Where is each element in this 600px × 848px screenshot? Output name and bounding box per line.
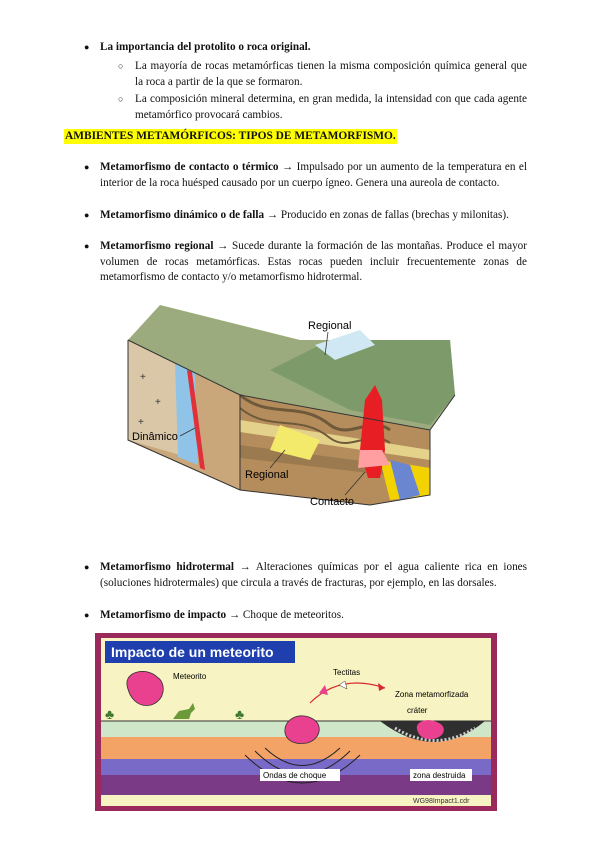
protolith-title: La importancia del protolito o roca original. [100, 41, 311, 53]
item-contact [100, 160, 527, 191]
granite-mark: + [140, 372, 146, 383]
label-contacto: Contacto [310, 496, 355, 508]
label-ondas: Ondas de choque [263, 771, 327, 780]
section-heading: AMBIENTES METAMÓRFICOS: TIPOS DE METAMORFISMO. [65, 130, 396, 142]
label-regional-bottom: Regional [245, 469, 289, 481]
figure-credit: WG98Impact1.cdr [413, 798, 470, 805]
label-zona-metamorfizada: Zona metamorfizada [395, 690, 469, 699]
bullet-dot: ● [84, 42, 90, 52]
bullet-dot: ● [84, 562, 90, 572]
label-zona-destruida: zona destruida [413, 771, 466, 780]
sub-bullet-circle: ○ [118, 61, 124, 71]
item-term: Metamorfismo dinámico o de falla [100, 209, 265, 221]
label-tectitas: Tectitas [333, 668, 361, 677]
label-crater: cráter [407, 706, 428, 715]
figure-title: Impacto de un meteorito [111, 644, 274, 660]
item-text: → Alteraciones químicas por el agua caliente rica en iones (soluciones hidrotermales) que circula a través de fracturas, por ejemplo, en las dorsales. [100, 561, 527, 589]
item-impact [100, 608, 527, 624]
item-term: Metamorfismo regional [100, 240, 214, 252]
bullet-dot: ● [84, 210, 90, 220]
item-text: → Impulsado por un aumento de la temperatura en el interior de la roca huésped causado por un cuerpo ígneo. Genera una aureola de contacto. [100, 161, 527, 189]
label-meteorito: Meteorito [173, 672, 207, 681]
item-hydrothermal [100, 560, 527, 591]
item-term: Metamorfismo de contacto o térmico [100, 161, 279, 173]
protolith-point-2: La composición mineral determina, en gran medida, la intensidad con que cada agente metamórfico provocará cambios. [135, 93, 527, 121]
label-dinamico: Dinâmico [132, 431, 178, 443]
item-text: → Sucede durante la formación de las montañas. Produce el mayor volumen de rocas metamórficas. Estas rocas pueden incluir frecuentemente zonas de metamorfismo de contacto y/o metamorfismo hidrotermal. [100, 240, 527, 283]
item-text: → Choque de meteoritos. [226, 609, 344, 621]
granite-mark: + [138, 417, 144, 428]
label-regional-top: Regional [308, 320, 352, 332]
granite-mark: + [155, 397, 161, 408]
item-text: → Producido en zonas de fallas (brechas y milonitas). [264, 209, 509, 221]
protolith-point-1: La mayoría de rocas metamórficas tienen la misma composición química general que la roca a partir de la que se formaron. [135, 60, 527, 88]
sub-bullet-circle: ○ [118, 94, 124, 104]
item-dynamic [100, 208, 527, 224]
bullet-dot: ● [84, 610, 90, 620]
meteorite-impact-diagram [95, 633, 497, 811]
bullet-dot: ● [84, 162, 90, 172]
item-term: Metamorfismo de impacto [100, 609, 227, 621]
tree-icon: ♣ [105, 706, 115, 722]
metamorphism-block-diagram [120, 300, 460, 510]
item-regional [100, 239, 527, 286]
tree-icon: ♣ [235, 706, 245, 722]
bullet-dot: ● [84, 241, 90, 251]
item-term: Metamorfismo hidrotermal [100, 561, 234, 573]
impacting-meteorite [285, 716, 319, 744]
